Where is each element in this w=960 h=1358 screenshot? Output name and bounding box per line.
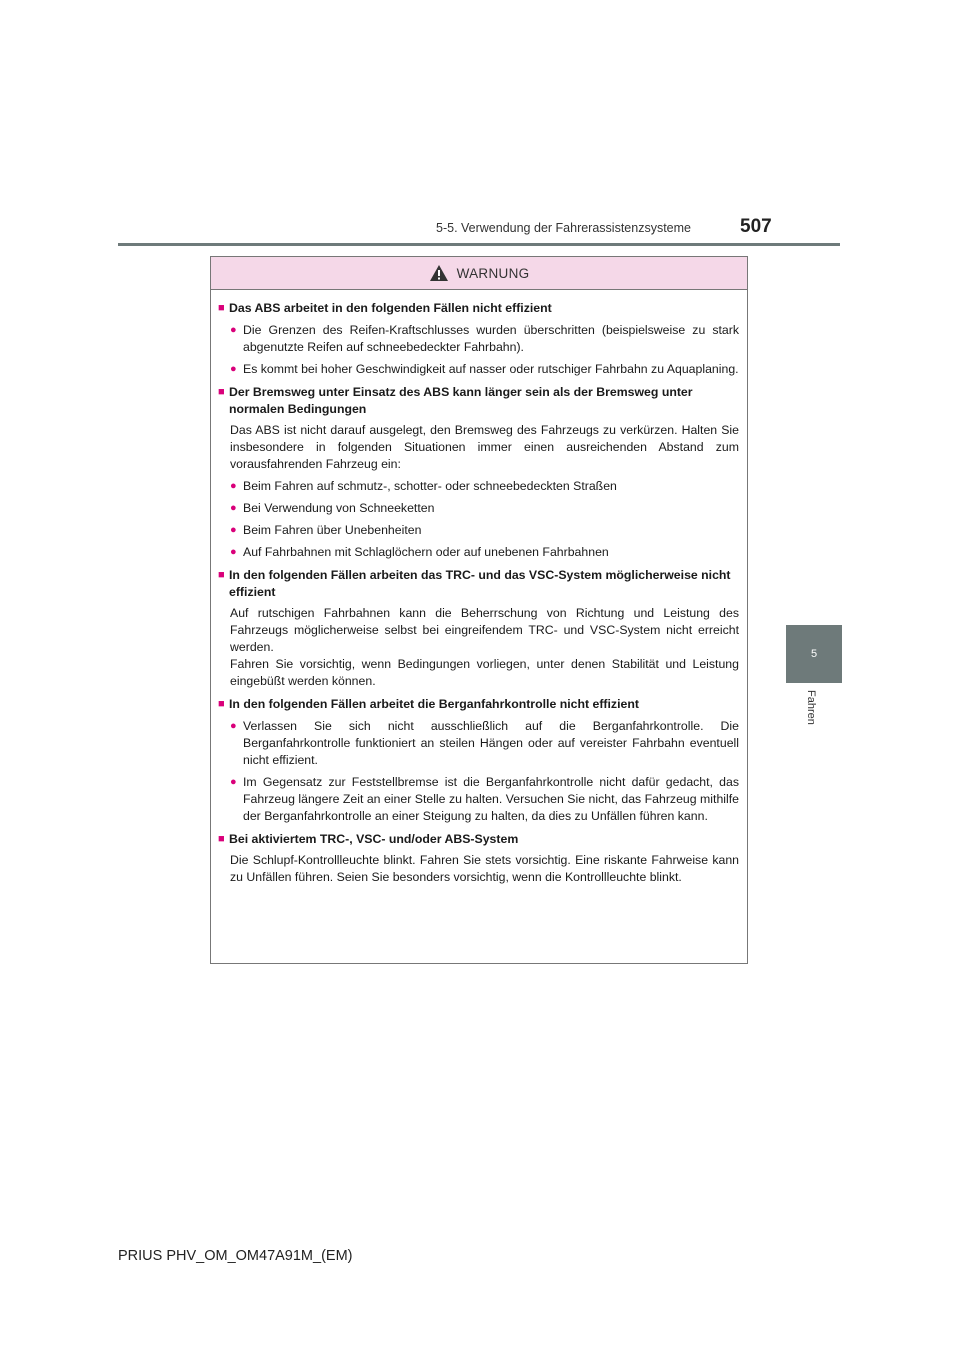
bullet-dot-icon: ● — [230, 363, 237, 375]
warning-section — [218, 567, 739, 690]
bullet-dot-icon: ● — [230, 502, 237, 514]
footer-document-code: PRIUS PHV_OM_OM47A91M_(EM) — [118, 1248, 353, 1264]
warning-box — [210, 256, 748, 964]
section-heading: In den folgenden Fällen arbeitet die Berganfahrkontrolle nicht effizient — [229, 697, 639, 711]
warning-body — [211, 290, 747, 886]
bullet-text: Es kommt bei hoher Geschwindigkeit auf nasser oder rutschiger Fahrbahn zu Aquaplaning. — [243, 362, 739, 376]
bullet-text: Im Gegensatz zur Feststellbremse ist die Berganfahrkontrolle nicht dafür gedacht, das Fahrzeug längere Zeit an einer Stelle zu halten. Versuchen Sie nicht, das Fahrzeug mithilfe der Berganfahrkontrolle an einer Steigung zu halten, da dies zu Unfällen führen kann. — [243, 775, 739, 823]
bullet-text: Bei Verwendung von Schneeketten — [243, 501, 435, 515]
square-icon: ■ — [218, 386, 225, 398]
bullet-dot-icon: ● — [230, 480, 237, 492]
square-icon: ■ — [218, 698, 225, 710]
chapter-tab[interactable]: 5 — [786, 625, 842, 683]
bullet-text: Beim Fahren auf schmutz-, schotter- oder schneebedeckten Straßen — [243, 479, 617, 493]
square-icon: ■ — [218, 302, 225, 314]
bullet-text: Die Grenzen des Reifen-Kraftschlusses wurden überschritten (beispielsweise zu stark abgenutzte Reifen auf schneebedeckter Fahrbahn). — [243, 323, 739, 354]
warning-section — [218, 384, 739, 561]
section-paragraph: Auf rutschigen Fahrbahnen kann die Beherrschung von Richtung und Leistung des Fahrzeugs möglicherweise selbst bei eingreifendem TRC- und VSC-System nicht erreicht werden. — [230, 606, 739, 654]
warning-header — [211, 257, 747, 290]
header-section-title: 5-5. Verwendung der Fahrerassistenzsysteme — [436, 221, 691, 235]
bullet-text: Auf Fahrbahnen mit Schlaglöchern oder auf unebenen Fahrbahnen — [243, 545, 609, 559]
page-number: 507 — [740, 216, 772, 237]
section-heading: In den folgenden Fällen arbeiten das TRC- und das VSC-System möglicherweise nicht effizient — [229, 568, 731, 599]
section-heading: Bei aktiviertem TRC-, VSC- und/oder ABS-System — [229, 832, 519, 846]
warning-triangle-icon — [429, 264, 449, 282]
warning-section — [218, 300, 739, 378]
header-divider — [118, 243, 840, 246]
warning-section — [218, 831, 739, 886]
section-paragraph: Das ABS ist nicht darauf ausgelegt, den Bremsweg des Fahrzeugs zu verkürzen. Halten Sie insbesondere in folgenden Situationen immer einen ausreichenden Abstand zum vorausfahrenden Fahrzeug ein: — [230, 423, 739, 471]
bullet-dot-icon: ● — [230, 524, 237, 536]
bullet-dot-icon: ● — [230, 546, 237, 558]
bullet-text: Verlassen Sie sich nicht ausschließlich auf die Berganfahrkontrolle. Die Berganfahrkontrolle funktioniert an steilen Hängen oder auf vereister Fahrbahn eventuell nicht effizient. — [243, 719, 739, 767]
warning-section — [218, 696, 739, 825]
section-heading: Das ABS arbeitet in den folgenden Fällen nicht effizient — [229, 301, 552, 315]
bullet-text: Beim Fahren über Unebenheiten — [243, 523, 422, 537]
warning-title: WARNUNG — [456, 265, 530, 281]
square-icon: ■ — [218, 833, 225, 845]
bullet-dot-icon: ● — [230, 720, 237, 732]
chapter-side-label: Fahren — [805, 690, 817, 725]
bullet-dot-icon: ● — [230, 776, 237, 788]
section-paragraph: Fahren Sie vorsichtig, wenn Bedingungen vorliegen, unter denen Stabilität und Leistung eingebüßt werden können. — [230, 657, 739, 688]
section-heading: Der Bremsweg unter Einsatz des ABS kann länger sein als der Bremsweg unter normalen Bedingungen — [229, 385, 693, 416]
square-icon: ■ — [218, 569, 225, 581]
bullet-dot-icon: ● — [230, 324, 237, 336]
section-paragraph: Die Schlupf-Kontrollleuchte blinkt. Fahren Sie stets vorsichtig. Eine riskante Fahrweise kann zu Unfällen führen. Seien Sie besonders vorsichtig, wenn die Kontrollleuchte blinkt. — [230, 853, 739, 884]
